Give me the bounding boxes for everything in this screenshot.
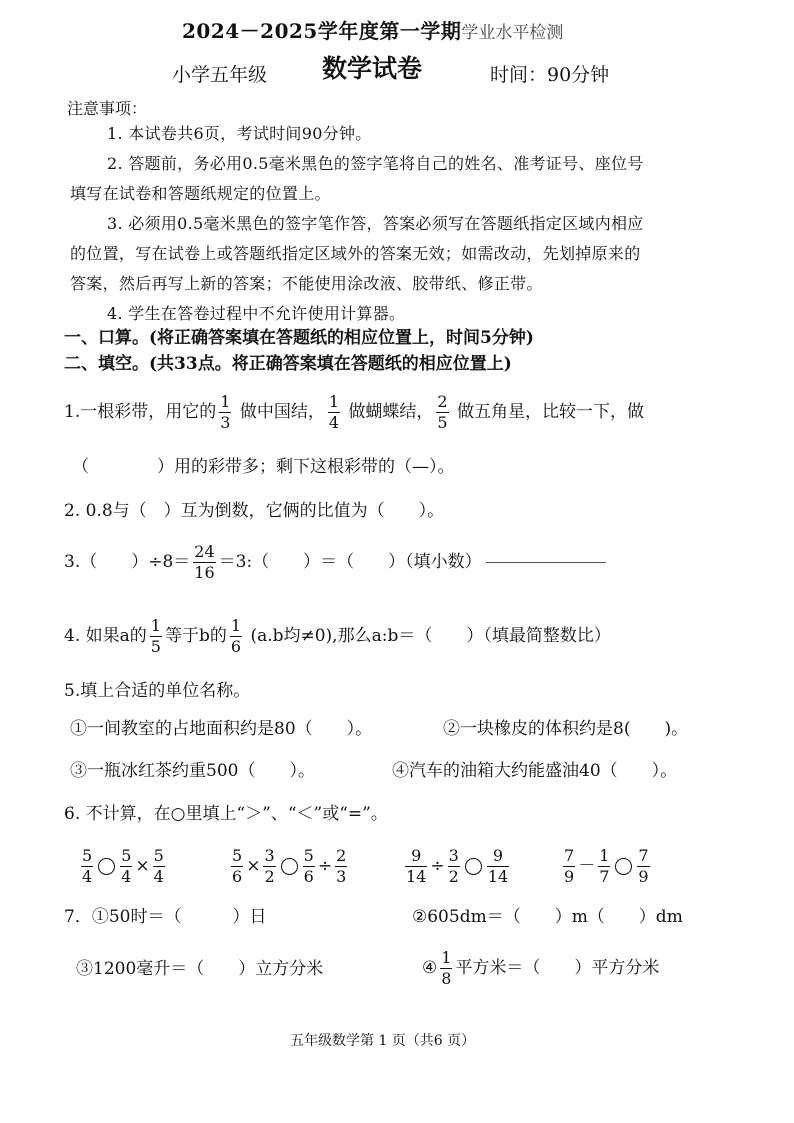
question-3 [64, 538, 606, 586]
operator: ÷ [317, 856, 333, 876]
question-7-item-4 [422, 944, 659, 992]
fraction-num: 5 [121, 846, 132, 865]
exam-title [182, 20, 563, 44]
q1-text-b: 做中国结， [239, 402, 325, 422]
fraction-num: 5 [232, 846, 243, 865]
fraction-num: 24 [194, 542, 215, 561]
question-7-item-3: ③1200毫升＝（ ）立方分米 [76, 959, 324, 979]
fraction [436, 394, 448, 431]
fraction-num: 2 [437, 392, 448, 411]
note-2b: 填写在试卷和答题纸规定的位置上。 [70, 184, 331, 203]
fraction-num: 2 [336, 846, 347, 865]
fraction-num: 3 [264, 846, 275, 865]
fraction-num: 1 [220, 392, 231, 411]
fraction-num: 1 [599, 846, 610, 865]
fraction-den: 7 [599, 867, 610, 886]
fraction [598, 848, 610, 885]
fraction-den: 2 [264, 867, 275, 886]
subject-title: 数学试卷 [322, 54, 423, 83]
fraction [563, 848, 575, 885]
fraction [120, 848, 132, 885]
fraction [153, 848, 165, 885]
q1-text-a: 1.一根彩带，用它的 [64, 402, 217, 422]
fraction [303, 848, 315, 885]
answer-circle[interactable] [615, 858, 632, 875]
fraction [219, 394, 231, 431]
fraction-num: 3 [448, 846, 459, 865]
question-5-item-3: ③一瓶冰红茶约重500（ ）。 [70, 761, 315, 781]
note-2a: 2. 答题前，务必用0.5毫米黑色的签字笔将自己的姓名、准考证号、座位号 [107, 154, 644, 173]
section-2-heading: 二、填空。(共33点。将正确答案填在答题纸的相应位置上) [64, 354, 512, 374]
fraction-den: 4 [153, 867, 164, 886]
note-1: 1. 本试卷共6页，考试时间90分钟。 [107, 124, 372, 143]
fraction-den: 4 [121, 867, 132, 886]
fraction-den: 2 [448, 867, 459, 886]
operator: × [246, 856, 261, 876]
fraction [81, 848, 93, 885]
q7-item-4-marker: ④ [422, 958, 438, 978]
fraction-num: 9 [411, 846, 422, 865]
fraction-num: 1 [328, 392, 340, 411]
notes-heading: 注意事项： [67, 99, 148, 118]
fraction-num: 5 [303, 846, 314, 865]
question-5-item-1: ①一间教室的占地面积约是80（ ）。 [70, 719, 373, 739]
fraction-den: 8 [441, 969, 452, 988]
question-5-item-4: ④汽车的油箱大约能盛油40（ ）。 [392, 761, 678, 781]
fraction-den: 3 [336, 867, 347, 886]
fraction-den: 3 [220, 413, 231, 432]
fraction-den: 4 [82, 867, 93, 886]
q7-item-4-text: 平方米＝（ ）平方分米 [455, 958, 660, 978]
note-3b: 的位置，写在试卷上或答题纸指定区域外的答案无效；如需改动，先划掉原来的 [70, 244, 641, 263]
fraction-num: 5 [153, 846, 164, 865]
operator: × [135, 856, 150, 876]
compare-expr-2 [228, 842, 350, 890]
fraction [193, 544, 215, 581]
fraction [637, 848, 649, 885]
question-5-item-2: ②一块橡皮的体积约是8( )。 [443, 719, 689, 739]
compare-expr-4 [560, 842, 653, 890]
fraction [487, 848, 509, 885]
fraction [150, 618, 162, 655]
fraction-num: 7 [564, 846, 575, 865]
fraction-den: 9 [638, 867, 649, 886]
compare-expr-1 [78, 842, 168, 890]
fraction-num: 1 [150, 616, 161, 635]
fraction-den: 4 [328, 413, 340, 432]
scribble-line [486, 562, 606, 563]
answer-circle[interactable] [281, 858, 298, 875]
fraction [263, 848, 275, 885]
fraction-num: 7 [638, 846, 649, 865]
fraction [405, 848, 427, 885]
compare-expr-3 [402, 842, 512, 890]
q4-text-a: 4. 如果a的 [64, 626, 147, 646]
answer-circle[interactable] [98, 858, 115, 875]
fraction-den: 9 [564, 867, 575, 886]
grade-label: 小学五年级 [172, 64, 268, 86]
time-label: 时间：90分钟 [490, 64, 610, 86]
fraction [231, 848, 243, 885]
fraction-num: 1 [230, 616, 242, 635]
fraction-num: 9 [492, 846, 504, 865]
question-5-title: 5.填上合适的单位名称。 [64, 681, 251, 701]
title-tail: 学业水平检测 [461, 23, 564, 43]
q3-text-b: ＝3:（ ）＝（ ）（填小数） [218, 552, 482, 572]
fraction-den: 6 [232, 867, 243, 886]
note-3a: 3. 必须用0.5毫米黑色的签字笔作答，答案必须写在答题纸指定区域内相应 [107, 214, 644, 233]
q1-text-c: 做蝴蝶结， [348, 402, 434, 422]
question-1-line-2: （ ）用的彩带多；剩下这根彩带的（—）。 [72, 457, 455, 477]
section-1-heading: 一、口算。(将正确答案填在答题纸的相应位置上，时间5分钟) [64, 328, 534, 348]
fraction [448, 848, 460, 885]
fraction-den: 6 [303, 867, 314, 886]
fraction [440, 950, 452, 987]
answer-circle[interactable] [465, 858, 482, 875]
fraction-den: 5 [150, 637, 161, 656]
note-4: 4. 学生在答卷过程中不允许使用计算器。 [107, 304, 406, 323]
q4-text-c: (a.b均≠0),那么a:b＝（ ）（填最简整数比） [250, 626, 611, 646]
title-main: 2024－2025学年度第一学期 [182, 19, 462, 43]
question-1 [64, 388, 644, 436]
fraction-num: 1 [441, 948, 452, 967]
fraction-den: 16 [194, 563, 215, 582]
operator: － [578, 856, 596, 876]
question-7-item-1: 7．①50时＝（ ）日 [64, 907, 267, 927]
question-4 [64, 612, 611, 660]
fraction-den: 6 [230, 637, 242, 656]
q1-text-d: 做五角星，比较一下，做 [457, 402, 645, 422]
fraction-num: 5 [82, 846, 93, 865]
q3-text-a: 3.（ ）÷8＝ [64, 552, 191, 572]
fraction [230, 618, 242, 655]
question-2: 2. 0.8与（ ）互为倒数，它俩的比值为（ ）。 [64, 501, 445, 521]
fraction-den: 14 [487, 867, 509, 886]
fraction-den: 5 [437, 413, 448, 432]
note-3c: 答案，然后再写上新的答案；不能使用涂改液、胶带纸、修正带。 [70, 274, 543, 293]
operator: ÷ [430, 856, 445, 876]
fraction-den: 14 [406, 867, 427, 886]
q4-text-b: 等于b的 [164, 626, 227, 646]
question-6-title: 6. 不计算，在○里填上“＞”、“＜”或“=”。 [64, 804, 388, 824]
fraction [328, 394, 340, 431]
question-7-item-2: ②605dm＝（ ）m（ ）dm [412, 907, 683, 927]
fraction [335, 848, 347, 885]
page-footer: 五年级数学第 1 页（共6 页） [290, 1033, 476, 1049]
